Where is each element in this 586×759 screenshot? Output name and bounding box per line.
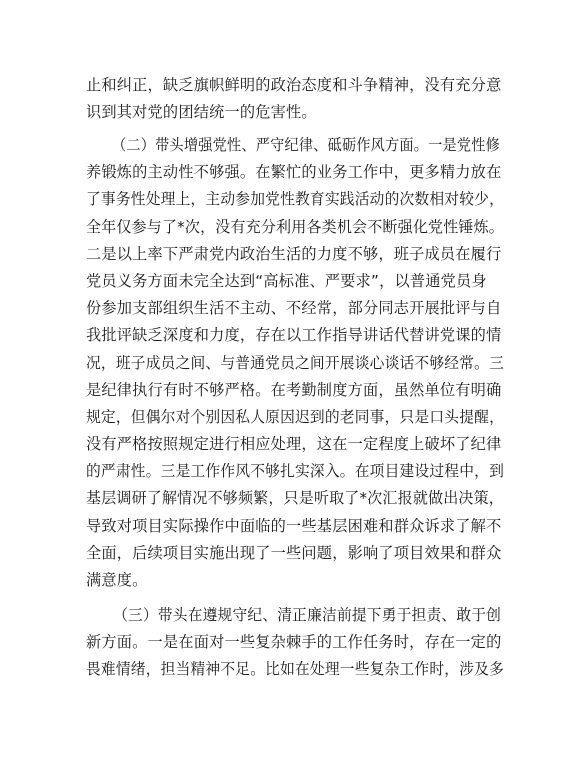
paragraph-2-line-11: 规定，但偶尔对个别因私人原因迟到的老同事，只是口头提醒， <box>86 407 504 426</box>
paragraph-2-line-8: 我批评缺乏深度和力度，存在以工作指导讲话代替讲党课的情 <box>86 326 502 345</box>
paragraph-2-line-4: 全年仅参与了*次，没有充分利用各类机会不断强化党性锤炼。 <box>86 217 504 236</box>
paragraph-2-line-5: 二是以上率下严肃党内政治生活的力度不够，班子成员在履行 <box>86 244 502 263</box>
paragraph-2-line-6: 党员义务方面未完全达到“高标准、严要求”，以普通党员身 <box>86 271 487 290</box>
paragraph-1 <box>86 72 500 126</box>
paragraph-2 <box>86 132 504 594</box>
paragraph-2-line-7: 份参加支部组织生活不主动、不经常，部分同志开展批评与自 <box>86 299 502 318</box>
paragraph-2-line-14: 基层调研了解情况不够频繁，只是听取了*次汇报就做出决策， <box>86 489 504 508</box>
paragraph-2-line-3: 了事务性处理上，主动参加党性教育实践活动的次数相对较少， <box>86 190 504 209</box>
paragraph-1-line-2: 识到其对党的团结统一的危害性。 <box>86 103 317 122</box>
paragraph-2-line-13: 的严肃性。三是工作作风不够扎实深入。在项目建设过程中，到 <box>86 462 504 481</box>
paragraph-2-line-2: 养锻炼的主动性不够强。在繁忙的业务工作中，更多精力放在 <box>86 163 502 182</box>
paragraph-2-line-12: 没有严格按照规定进行相应处理，这在一定程度上破坏了纪律 <box>86 435 502 454</box>
paragraph-3 <box>86 602 504 684</box>
paragraph-2-line-10: 是纪律执行有时不够严格。在考勤制度方面，虽然单位有明确 <box>86 380 502 399</box>
paragraph-2-line-16: 全面，后续项目实施出现了一些问题，影响了项目效果和群众 <box>86 543 502 562</box>
paragraph-3-line-2: 新方面。一是在面对一些复杂棘手的工作任务时，存在一定的 <box>86 633 502 652</box>
paragraph-3-line-1: （三）带头在遵规守纪、清正廉洁前提下勇于担责、敢于创 <box>113 606 502 624</box>
paragraph-2-line-17: 满意度。 <box>86 571 148 589</box>
paragraph-2-line-15: 导致对项目实际操作中面临的一些基层困难和群众诉求了解不 <box>86 516 502 535</box>
paragraph-1-line-1: 止和纠正，缺乏旗帜鲜明的政治态度和斗争精神，没有充分意 <box>86 76 502 94</box>
paragraph-3-line-3: 畏难情绪，担当精神不足。比如在处理一些复杂工作时，涉及多 <box>86 660 504 679</box>
paragraph-2-line-1: （二）带头增强党性、严守纪律、砥砺作风方面。一是党性修 <box>112 136 501 154</box>
paragraph-2-line-9: 况，班子成员之间、与普通党员之间开展谈心谈话不够经常。三 <box>86 353 504 372</box>
